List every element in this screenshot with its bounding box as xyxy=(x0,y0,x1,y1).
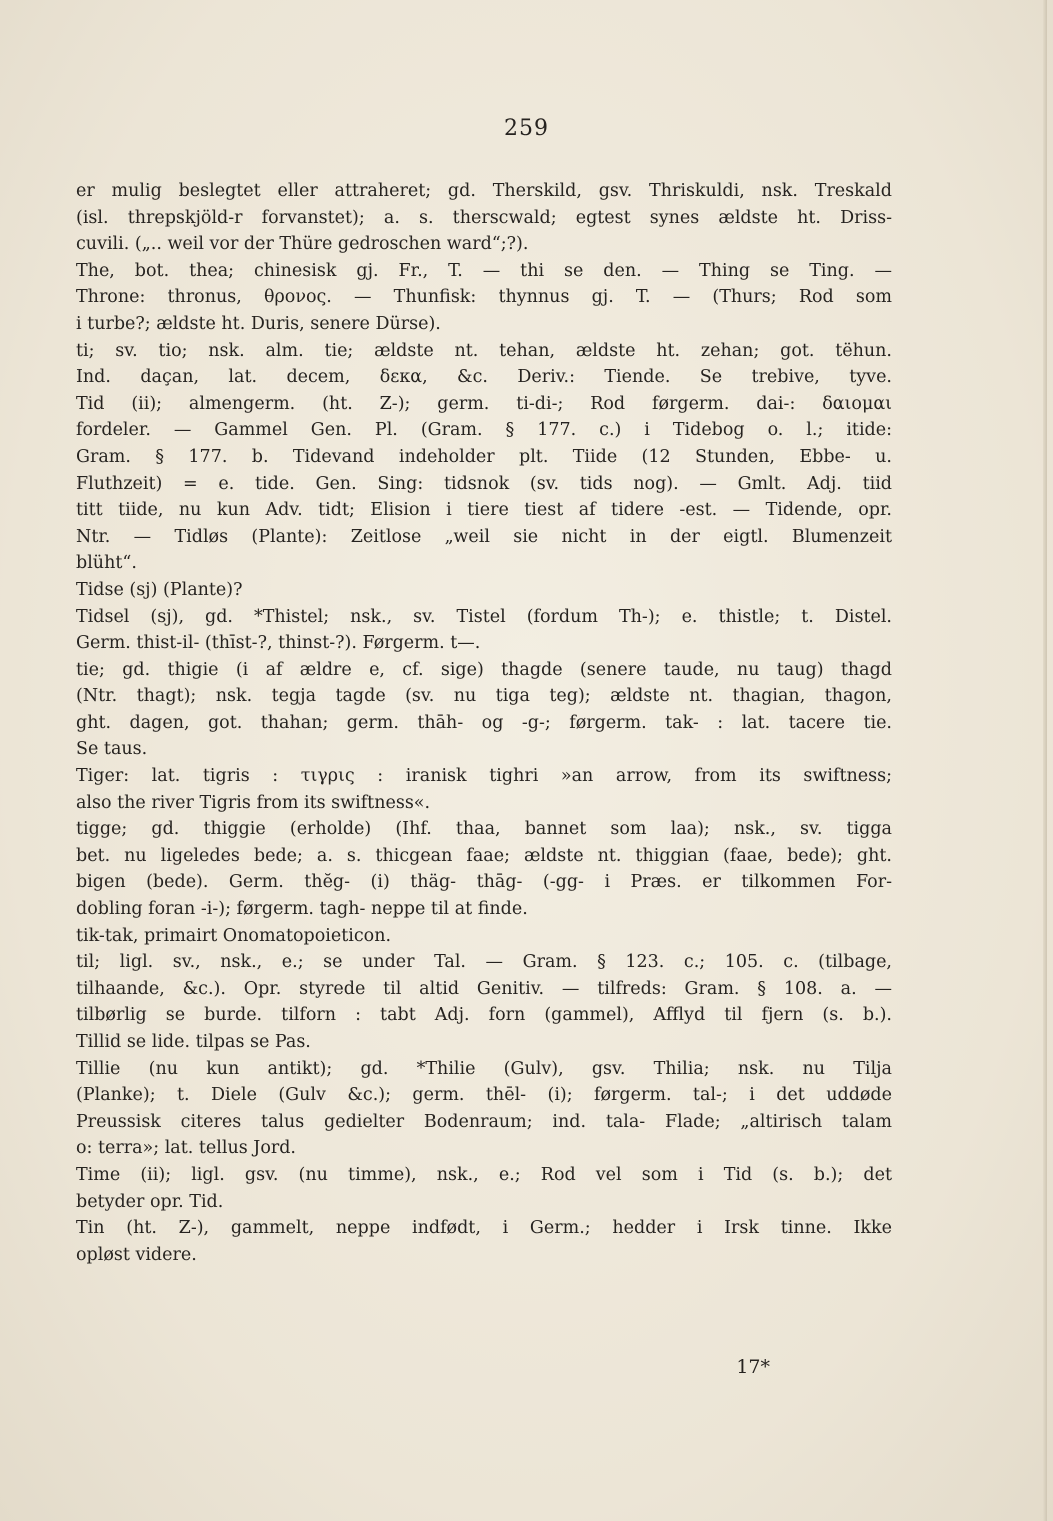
text-line: Tiger: lat. tigris : τιγρις : iranisk tighri »an arrow, from its swiftness; xyxy=(76,766,892,787)
text-line: i turbe?; ældste ht. Duris, senere Dürse). xyxy=(76,313,441,334)
text-line: Throne: thronus, θρονος. — Thunfisk: thynnus gj. T. — (Thurs; Rod som xyxy=(76,287,892,308)
text-line: Ind. daçan, lat. decem, δεκα, &c. Deriv.: Tiende. Se trebive, tyve. xyxy=(76,367,892,388)
text-line: The, bot. thea; chinesisk gj. Fr., T. — thi se den. — Thing se Ting. — xyxy=(76,260,892,281)
text-line: tik-tak, primairt Onomatopoieticon. xyxy=(76,925,392,946)
text-line: tie; gd. thigie (i af ældre e, cf. sige) thagde (senere taude, nu taug) thagd xyxy=(76,659,892,680)
text-line: Ntr. — Tidløs (Plante): Zeitlose „weil sie nicht in der eigtl. Blumenzeit xyxy=(76,526,892,547)
text-body xyxy=(76,178,892,1268)
text-line: fordeler. — Gammel Gen. Pl. (Gram. § 177. c.) i Tidebog o. l.; itide: xyxy=(76,420,892,441)
text-line: Preussisk citeres talus gedielter Bodenraum; ind. tala- Flade; „altirisch talam xyxy=(76,1111,892,1132)
text-line: blüht“. xyxy=(76,553,137,574)
text-line: Se taus. xyxy=(76,739,148,760)
text-line: er mulig beslegtet eller attraheret; gd. Therskild, gsv. Thriskuldi, nsk. Treskald xyxy=(76,181,892,201)
text-line: Tillie (nu kun antikt); gd. *Thilie (Gulv), gsv. Thilia; nsk. nu Tilja xyxy=(76,1058,892,1079)
text-line: bigen (bede). Germ. thĕg- (i) thäg- thāg- (-gg- i Præs. er tilkommen For- xyxy=(76,872,892,893)
page-edge xyxy=(1043,0,1047,1521)
text-line: Gram. § 177. b. Tidevand indeholder plt. Tiide (12 Stunden, Ebbe- u. xyxy=(76,446,892,467)
text-line: tigge; gd. thiggie (erholde) (Ihf. thaa, bannet som laa); nsk., sv. tigga xyxy=(76,819,892,840)
text-line: Tillid se lide. tilpas se Pas. xyxy=(76,1032,311,1052)
text-line: Germ. thist-il- (thīst-?, thinst-?). Førgerm. t—. xyxy=(76,633,481,654)
text-line: (Ntr. thagt); nsk. tegja tagde (sv. nu tiga teg); ældste nt. thagian, thagon, xyxy=(76,686,892,707)
text-line: bet. nu ligeledes bede; a. s. thicgean faae; ældste nt. thiggian (faae, bede); ght. xyxy=(76,845,892,866)
text-line: til; ligl. sv., nsk., e.; se under Tal. — Gram. § 123. c.; 105. c. (tilbage, xyxy=(76,952,892,973)
signature-mark: 17* xyxy=(736,1356,770,1378)
text-line: tilbørlig se burde. tilforn : tabt Adj. forn (gammel), Afflyd til fjern (s. b.). xyxy=(76,1005,892,1026)
text-line: Fluthzeit) = e. tide. Gen. Sing: tidsnok (sv. tids nog). — Gmlt. Adj. tiid xyxy=(76,473,892,494)
text-line: Tidsel (sj), gd. *Thistel; nsk., sv. Tistel (fordum Th-); e. thistle; t. Distel. xyxy=(76,606,892,627)
text-line: ght. dagen, got. thahan; germ. thāh- og -g-; førgerm. tak- : lat. tacere tie. xyxy=(76,712,892,733)
text-line: Tid (ii); almengerm. (ht. Z-); germ. ti-di-; Rod førgerm. dai-: δαιομαι xyxy=(76,393,892,414)
text-line: o: terra»; lat. tellus Jord. xyxy=(76,1138,296,1159)
text-line: cuvili. („.. weil vor der Thüre gedroschen ward“;?). xyxy=(76,234,529,255)
text-line: ti; sv. tio; nsk. alm. tie; ældste nt. tehan, ældste ht. zehan; got. tëhun. xyxy=(76,340,892,361)
page-number: 259 xyxy=(504,116,549,141)
text-line: tilhaande, &c.). Opr. styrede til altid Genitiv. — tilfreds: Gram. § 108. a. — xyxy=(76,978,892,999)
text-line: (Planke); t. Diele (Gulv &c.); germ. thēl- (i); førgerm. tal-; i det uddøde xyxy=(76,1085,892,1106)
text-line: dobling foran -i-); førgerm. tagh- neppe til at finde. xyxy=(76,899,528,920)
text-line: betyder opr. Tid. xyxy=(76,1191,224,1212)
text-line: (isl. threpskjöld-r forvanstet); a. s. therscwald; egtest synes ældste ht. Driss- xyxy=(76,207,892,228)
text-line: Tin (ht. Z-), gammelt, neppe indfødt, i Germ.; hedder i Irsk tinne. Ikke xyxy=(76,1218,892,1239)
text-line: titt tiide, nu kun Adv. tidt; Elision i tiere tiest af tidere -est. — Tidende, opr. xyxy=(76,500,892,521)
text-line: Tidse (sj) (Plante)? xyxy=(76,579,243,600)
text-line: Time (ii); ligl. gsv. (nu timme), nsk., e.; Rod vel som i Tid (s. b.); det xyxy=(76,1164,892,1185)
text-line: opløst videre. xyxy=(76,1244,197,1265)
text-line: also the river Tigris from its swiftness«. xyxy=(76,792,431,813)
